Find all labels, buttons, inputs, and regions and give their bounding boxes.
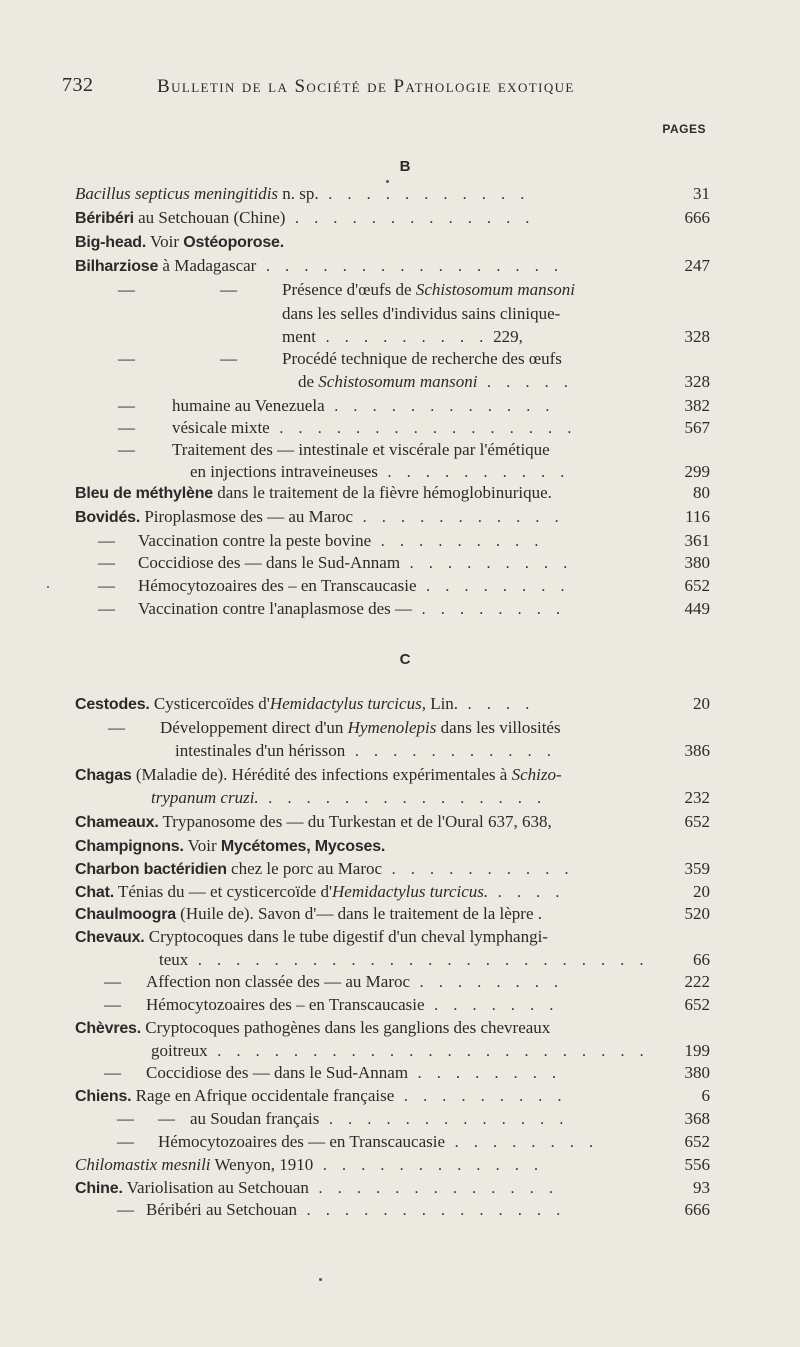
entry-heading: Cestodes. [75,696,150,713]
page-number-ref: 232 [684,788,710,807]
entry-segment: à Madagascar [158,256,257,275]
entry-heading: Chat. [75,884,115,901]
index-line [0,182,800,205]
index-line [0,739,800,762]
dash-mark: — [98,553,115,572]
dot-leader: . . . . . . . . . [400,555,573,572]
dash-mark: — [118,418,135,437]
dot-leader: . . . . . . . . [410,974,564,991]
index-line [0,1039,800,1062]
entry-text [175,739,556,763]
dot-leader: . . . . . . . . . . [377,464,570,481]
entry-text [160,716,561,739]
index-line [0,925,800,948]
italic-term: Chilomastix mesnili [75,1155,211,1174]
page-number-ref: 328 [684,327,710,346]
entry-segment: Traitement des — intestinale et viscérale par l'émétique [172,440,550,459]
entry-segment: humaine au Venezuela [172,396,325,415]
entry-segment: intestinales d'un hérisson [175,741,346,760]
entry-segment: Développement direct d'un [160,718,348,737]
dot-leader: . . . . . . . . [445,1134,599,1151]
entry-segment: Wenyon, 1910 [210,1155,314,1174]
index-line [0,438,800,461]
italic-term: Hemidactylus turcicus, [269,694,426,713]
entry-segment: n. sp. [278,184,319,203]
entry-segment: Coccidiose des — dans le Sud-Annam [146,1063,409,1082]
entry-text [75,902,542,926]
index-line [0,970,800,993]
entry-segment: Vaccination contre la peste bovine [138,531,372,550]
italic-term: trypanum cruzi. [151,788,259,807]
page-number-ref: 31 [693,184,710,203]
page-number-ref: 567 [684,418,710,437]
dash-mark: — [108,718,125,737]
dash-mark: — [104,972,121,991]
page-number-ref: 20 [693,694,710,713]
entry-segment: Voir [146,232,184,251]
print-speck [319,1278,322,1281]
entry-segment: goitreux [151,1041,208,1060]
page-number: 732 [62,74,94,96]
index-line [0,505,800,528]
index-line [0,481,800,504]
index-line [0,394,800,417]
index-line [0,716,800,739]
dash-mark: — [98,599,115,618]
index-line [0,834,800,857]
entry-segment: Voir [183,836,221,855]
index-line [0,551,800,574]
page-number-ref: 382 [684,396,710,415]
entry-text [146,1061,562,1085]
entry-segment: Cysticercoïdes d' [149,694,270,713]
index-line [0,1153,800,1176]
dot-leader: . . . . . . . . . . . . . [319,1111,569,1128]
entry-text [75,1176,559,1200]
entry-heading: Charbon bactéridien [75,861,227,878]
entry-text [282,302,560,325]
cross-reference: Mycétomes, Mycoses. [220,838,386,855]
entry-segment: au Soudan français [190,1109,320,1128]
index-line [0,574,800,597]
entry-text [138,529,544,553]
page-number-ref: 652 [684,995,710,1014]
index-line [0,857,800,880]
entry-text [75,763,562,787]
index-line [0,1176,800,1199]
entry-segment: dans les selles d'individus sains clinique- [282,304,561,323]
page-number-ref: 116 [685,507,710,526]
entry-heading: Bilharziose [75,258,159,275]
index-line [0,206,800,229]
page-number-ref: 449 [684,599,710,618]
entry-text [75,810,552,834]
entry-text [75,505,564,529]
entry-text [75,254,564,278]
entry-text [138,551,573,575]
entry-heading: Chameaux. [75,814,159,831]
entry-segment: dans les villosités [436,718,561,737]
dot-leader: . . . . . . . . . . . [345,743,557,760]
entry-segment: Procédé technique de recherche des œufs [282,349,562,368]
entry-heading: Bleu de méthylène [75,485,213,502]
italic-term: Schistosomum mansoni [415,280,575,299]
dot-leader: . . . . . . . [424,997,559,1014]
dot-leader: . . . . [458,696,535,713]
entry-segment: en injections intraveineuses [190,462,378,481]
entry-segment: dans le traitement de la fièvre hémoglobinurique. [212,483,552,502]
page-number-ref: 380 [684,553,710,572]
index-line [0,370,800,393]
print-speck [47,586,49,588]
page-number-ref: 359 [684,859,710,878]
entry-heading: Chagas [75,767,132,784]
page-number-ref: 20 [693,882,710,901]
index-line [0,416,800,439]
page-number-ref: 199 [684,1041,710,1060]
entry-segment: Coccidiose des — dans le Sud-Annam [138,553,401,572]
page-number-ref: 666 [684,208,710,227]
page-number-ref: 368 [684,1109,710,1128]
dash-mark: — [104,1063,121,1082]
entry-text [75,1153,544,1177]
index-line [0,1084,800,1107]
entry-text [75,834,385,858]
entry-segment: Affection non classée des — au Maroc [146,972,411,991]
entry-segment: Rage en Afrique occidentale française [131,1086,395,1105]
dash-mark: — [117,1132,134,1151]
index-line [0,1130,800,1153]
entry-text [151,786,547,810]
entry-text [75,925,548,949]
dot-leader: . . . . [488,884,565,901]
entry-segment: Cryptocoques dans le tube digestif d'un cheval lymphangi- [144,927,548,946]
dash-mark: — [158,1109,175,1128]
entry-segment: Piroplasmose des — au Maroc [140,507,354,526]
dash-mark: — [220,349,237,368]
index-line [0,460,800,483]
dot-leader: . . . . . . . . . . . . . [285,210,536,227]
page-number-ref: 6 [701,1086,710,1105]
running-header: Bulletin de la Société de Pathologie exotique [157,76,575,97]
dot-leader: . . . . . . . . . . . . . . [297,1202,566,1219]
entry-text [75,692,535,716]
index-line [0,880,800,903]
entry-segment: Hémocytozoaires des — en Transcaucasie [158,1132,446,1151]
dot-leader: . . . . . . . . . . . . [324,398,556,415]
page-number-ref: 93 [693,1178,710,1197]
entry-heading: Chaulmoogra [75,906,176,923]
dot-leader: . . . . . . . . [412,601,566,618]
dot-leader: . . . . . . . . . [316,329,489,346]
italic-term: Schizo- [511,765,562,784]
entry-segment: ment [282,327,316,346]
index-line [0,1016,800,1039]
entry-text [172,438,550,461]
dash-mark: — [117,1200,134,1219]
entry-segment: Ténias du — et cysticercoïde d' [114,882,333,901]
index-line [0,902,800,925]
page-number-ref: 520 [684,904,710,923]
page-reference: 637, 638, [483,812,552,831]
index-line [0,810,800,833]
index-line [0,597,800,620]
entry-text [159,948,649,972]
dot-leader: . . . . . . . . . . . . . . . . . . . . . . . . [188,952,650,969]
dash-mark: — [98,531,115,550]
cross-reference: Ostéoporose. [183,234,284,251]
index-line [0,786,800,809]
entry-text [158,1130,599,1154]
italic-term: Hymenolepis [347,718,437,737]
entry-text [146,970,564,994]
italic-term: Bacillus septicus meningitidis [75,184,279,203]
entry-heading: Chine. [75,1180,123,1197]
dot-leader: . . . . . . . . . . . [353,509,565,526]
entry-text [146,1198,566,1222]
entry-text [75,1016,550,1040]
index-line [0,230,800,253]
page-number-ref: 80 [693,483,710,502]
entry-segment: Variolisation au Setchouan [122,1178,309,1197]
page-number-ref: 299 [684,462,710,481]
page-number-ref: 328 [684,372,710,391]
entry-text [298,370,573,394]
entry-heading: Champignons. [75,838,184,855]
page-number-ref: 247 [684,256,710,275]
entry-text [190,1107,569,1131]
index-line [0,1061,800,1084]
entry-segment: (Maladie de). Hérédité des infections expérimentales à [131,765,512,784]
entry-segment: de [298,372,319,391]
dot-leader: . . . . . . . . . . . . . . . [258,790,547,807]
index-line [0,763,800,786]
index-line [0,529,800,552]
index-line [0,1107,800,1130]
dash-mark: — [118,440,135,459]
dash-mark: — [117,1109,134,1128]
index-line [0,325,800,348]
page-number-ref: 380 [684,1063,710,1082]
entry-segment: chez le porc au Maroc [226,859,383,878]
index-line [0,302,800,325]
dot-leader: . . . . . . . . . [371,533,544,550]
entry-segment: Hémocytozoaires des – en Transcaucasie [146,995,425,1014]
entry-text [282,347,562,370]
index-line [0,347,800,370]
dot-leader: . . . . . . . . [416,578,571,595]
entry-text [75,230,284,254]
dash-mark: — [104,995,121,1014]
entry-text [138,597,566,621]
entry-text [75,182,530,206]
entry-text [75,1084,567,1108]
entry-text [75,857,574,881]
dot-leader: . . . . . . . . . . . . . [308,1180,559,1197]
entry-segment: Béribéri au Setchouan [146,1200,298,1219]
entry-text [151,1039,649,1063]
page-number-ref: 222 [684,972,710,991]
entry-heading: Bovidés. [75,509,141,526]
page-number-ref: 66 [693,950,710,969]
section-letter-b: B [399,158,411,175]
page-number-ref: 652 [684,1132,710,1151]
dash-mark: — [118,280,135,299]
entry-text [172,394,555,418]
page-number-ref: 666 [684,1200,710,1219]
dot-leader: . . . . . [477,374,574,391]
index-line [0,993,800,1016]
index-line [0,948,800,971]
entry-segment: (Huile de). Savon d'— dans le traitement de la lèpre . [175,904,543,923]
entry-text [138,574,570,598]
dash-mark: — [118,396,135,415]
entry-heading: Chevaux. [75,929,145,946]
entry-text [172,416,577,440]
dot-leader: . . . . . . . . . . [382,861,575,878]
entry-heading: Big-head. [75,234,147,251]
italic-term: Schistosomum mansoni [318,372,478,391]
index-line [0,692,800,715]
entry-text [75,206,535,230]
page-number-ref: 556 [684,1155,710,1174]
entry-segment: Vaccination contre l'anaplasmose des — [138,599,413,618]
index-line [0,254,800,277]
pages-column-label: PAGES [662,122,706,136]
dot-leader: . . . . . . . . . . . . . . . . [269,420,577,437]
entry-text [146,993,559,1017]
entry-text [282,325,523,349]
entry-heading: Béribéri [75,210,134,227]
index-line [0,278,800,301]
index-line [0,1198,800,1221]
entry-heading: Chiens. [75,1088,132,1105]
dot-leader: . . . . . . . . . . . . . . . . . . . . . . . [207,1043,650,1060]
dot-leader: . . . . . . . . . . . [318,186,530,203]
entry-segment: vésicale mixte [172,418,270,437]
page-number-ref: 386 [684,741,710,760]
dot-leader: . . . . . . . . . . . . [313,1157,544,1174]
entry-segment: au Setchouan (Chine) [133,208,286,227]
page-number-ref: 652 [684,576,710,595]
dot-leader: . . . . . . . . . . . . . . . . [256,258,564,275]
entry-segment: Lin. [425,694,459,713]
page-reference: 229, [488,327,523,346]
dot-leader: . . . . . . . . [408,1065,562,1082]
entry-segment: Présence d'œufs de [282,280,416,299]
entry-segment: Hémocytozoaires des – en Transcaucasie [138,576,417,595]
page-number-ref: 652 [684,812,710,831]
entry-text [75,481,552,505]
entry-text [282,278,575,301]
entry-text [75,880,565,904]
entry-segment: Cryptocoques pathogènes dans les ganglions des chevreaux [141,1018,551,1037]
dash-mark: — [98,576,115,595]
section-letter-c: C [399,651,411,668]
entry-heading: Chèvres. [75,1020,141,1037]
italic-term: Hemidactylus turcicus. [332,882,489,901]
dash-mark: — [118,349,135,368]
dash-mark: — [220,280,237,299]
dot-leader: . . . . . . . . . [394,1088,568,1105]
page-number-ref: 361 [684,531,710,550]
entry-segment: Trypanosome des — du Turkestan et de l'Oural [158,812,484,831]
print-speck [386,180,389,183]
entry-segment: teux [159,950,189,969]
